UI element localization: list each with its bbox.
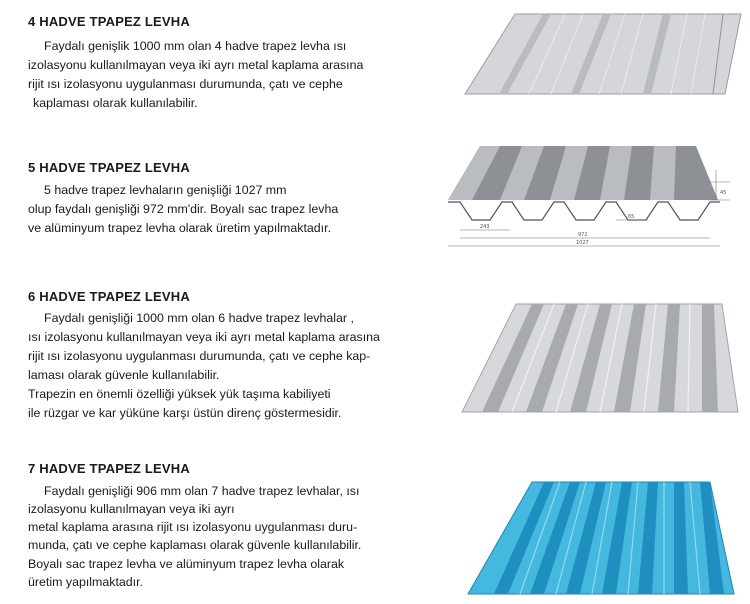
dimension-height-label: 45 <box>720 190 727 196</box>
section-title: 6 HADVE TPAPEZ LEVHA <box>28 289 190 304</box>
dimension-1027-label: 1027 <box>576 240 589 246</box>
text-line: rijit ısı izolasyonu uygulanması durumunda, çatı ve cephe <box>28 77 343 91</box>
text-line: laması olarak güvenle kullanılabilir. <box>28 368 220 382</box>
text-line: 5 hadve trapez levhaların genişliği 1027 mm <box>44 183 287 197</box>
text-line: izolasyonu kullanılmayan veya iki ayrı <box>28 502 235 516</box>
text-line: Trapezin en önemli özelliği yüksek yük taşıma kabiliyeti <box>28 387 331 401</box>
text-line: izolasyonu kullanılmayan veya iki ayrı metal kaplama arasına <box>28 58 364 72</box>
trapezoidal-sheet-7-hadve-blue-image <box>462 478 742 600</box>
text-line: kaplaması olarak kullanılabilir. <box>33 96 198 110</box>
text-line: olup faydalı genişliği 972 mm'dir. Boyalı sac trapez levha <box>28 202 339 216</box>
section-title: 4 HADVE TPAPEZ LEVHA <box>28 14 190 29</box>
trapezoidal-sheet-4-hadve-image <box>455 8 745 100</box>
section-title: 5 HADVE TPAPEZ LEVHA <box>28 160 190 175</box>
text-line: munda, çatı ve cephe kaplaması olarak güvenle kullanılabilir. <box>28 538 362 552</box>
dimension-65-label: 65 <box>628 214 635 220</box>
trapezoidal-sheet-5-hadve-drawing <box>440 140 740 255</box>
text-line: Boyalı sac trapez levha ve alüminyum trapez levha olarak <box>28 557 345 571</box>
text-line: Faydalı genişlik 1000 mm olan 4 hadve trapez levha ısı <box>44 39 347 53</box>
text-line: rijit ısı izolasyonu uygulanması durumunda, çatı ve cephe kap- <box>28 349 371 363</box>
text-line: ile rüzgar ve kar yüküne karşı üstün direnç göstermesidir. <box>28 406 342 420</box>
text-line: Faydalı genişliği 906 mm olan 7 hadve trapez levhalar, ısı <box>44 484 360 498</box>
text-line: ve alüminyum trapez levha olarak üretim yapılmaktadır. <box>28 221 332 235</box>
section-title: 7 HADVE TPAPEZ LEVHA <box>28 461 190 476</box>
text-line: Faydalı genişliği 1000 mm olan 6 hadve trapez levhalar , <box>44 311 354 325</box>
dimension-243-label: 243 <box>480 224 490 230</box>
text-line: metal kaplama arasına rijit ısı izolasyonu uygulanması duru- <box>28 520 358 534</box>
text-line: üretim yapılmaktadır. <box>28 575 144 589</box>
trapezoidal-sheet-6-hadve-image <box>458 300 743 420</box>
dimension-972-label: 972 <box>578 232 588 238</box>
text-line: ısı izolasyonu kullanılmayan veya iki ayrı metal kaplama arasına <box>28 330 380 344</box>
